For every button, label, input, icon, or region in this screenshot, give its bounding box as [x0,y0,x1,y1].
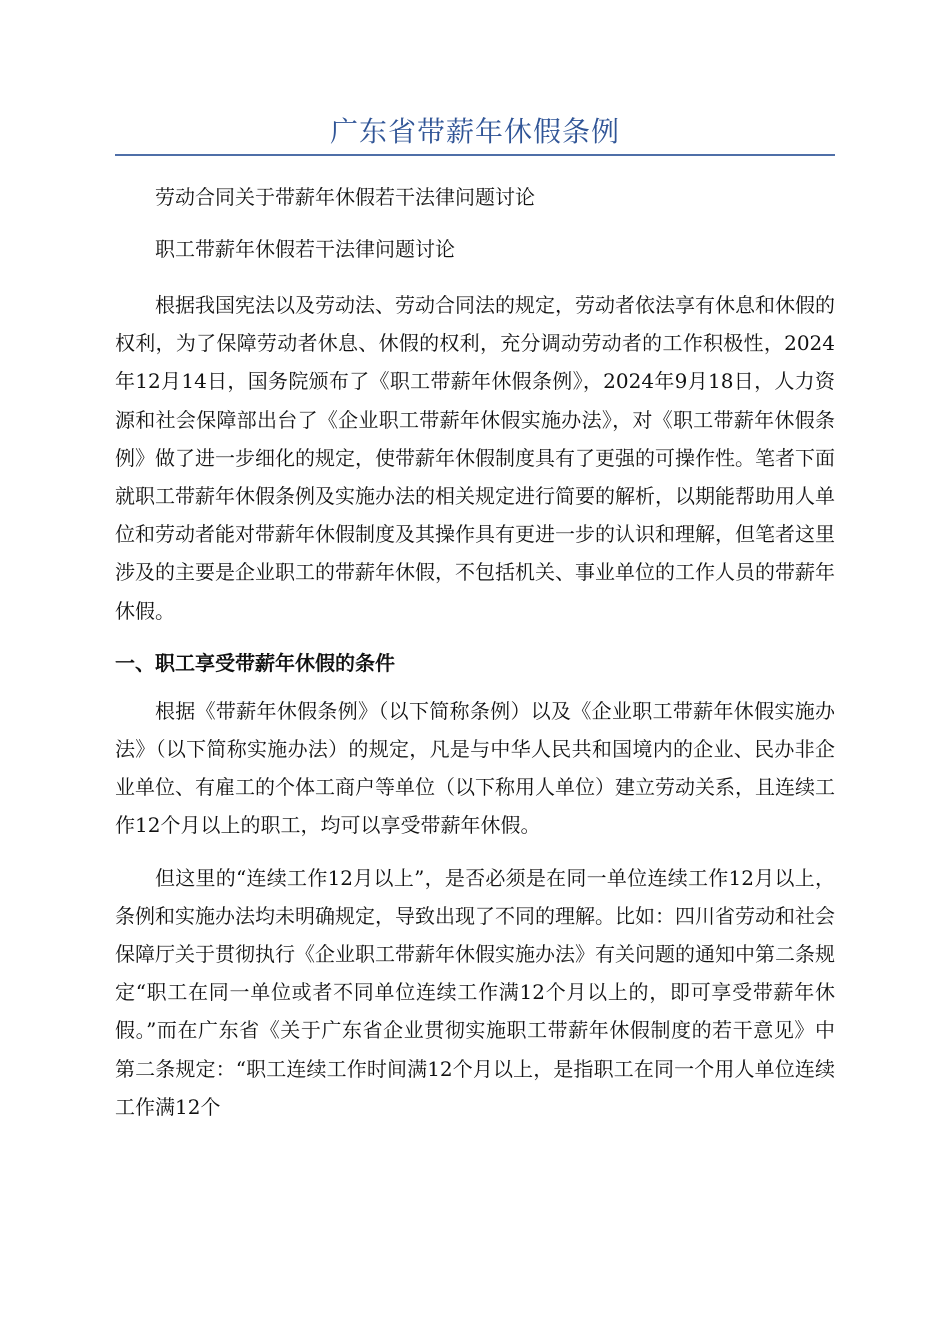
document-title: 广东省带薪年休假条例 [115,112,835,156]
document-page [115,112,835,1126]
paragraph-continuous-work: 但这里的“连续工作12月以上”，是否必须是在同一单位连续工作12月以上，条例和实施办法均未明确规定，导致出现了不同的理解。比如：四川省劳动和社会保障厅关于贯彻执行《企业职工带薪年休假实施办法》有关问题的通知中第二条规定“职工在同一单位或者不同单位连续工作满12个月以上的，即可享受带薪年休假。”而在广东省《关于广东省企业贯彻实施职工带薪年休假制度的若干意见》中第二条规定：“职工连续工作时间满12个月以上，是指职工在同一个用人单位连续工作满12个 [115,865,835,1119]
subtitle-1: 劳动合同关于带薪年休假若干法律问题讨论 [155,185,535,209]
section-heading-1: 一、职工享受带薪年休假的条件 [115,650,395,675]
paragraph-intro: 根据我国宪法以及劳动法、劳动合同法的规定，劳动者依法享有休息和休假的权利，为了保障劳动者休息、休假的权利，充分调动劳动者的工作积极性，2024年12月14日，国务院颁布了《职工带薪年休假条例》，2024年9月18日，人力资源和社会保障部出台了《企业职工带薪年休假实施办法》，对《职工带薪年休假条例》做了进一步细化的规定，使带薪年休假制度具有了更强的可操作性。笔者下面就职工带薪年休假条例及实施办法的相关规定进行简要的解析，以期能帮助用人单位和劳动者能对带薪年休假制度及其操作具有更进一步的认识和理解，但笔者这里涉及的主要是企业职工的带薪年休假，不包括机关、事业单位的工作人员的带薪年休假。 [115,293,835,623]
subtitle-2: 职工带薪年休假若干法律问题讨论 [155,237,455,261]
paragraph-conditions: 根据《带薪年休假条例》（以下简称条例）以及《企业职工带薪年休假实施办法》（以下简称实施办法）的规定，凡是与中华人民共和国境内的企业、民办非企业单位、有雇工的个体工商户等单位（以下称用人单位）建立劳动关系，且连续工作12个月以上的职工，均可以享受带薪年休假。 [115,698,835,838]
